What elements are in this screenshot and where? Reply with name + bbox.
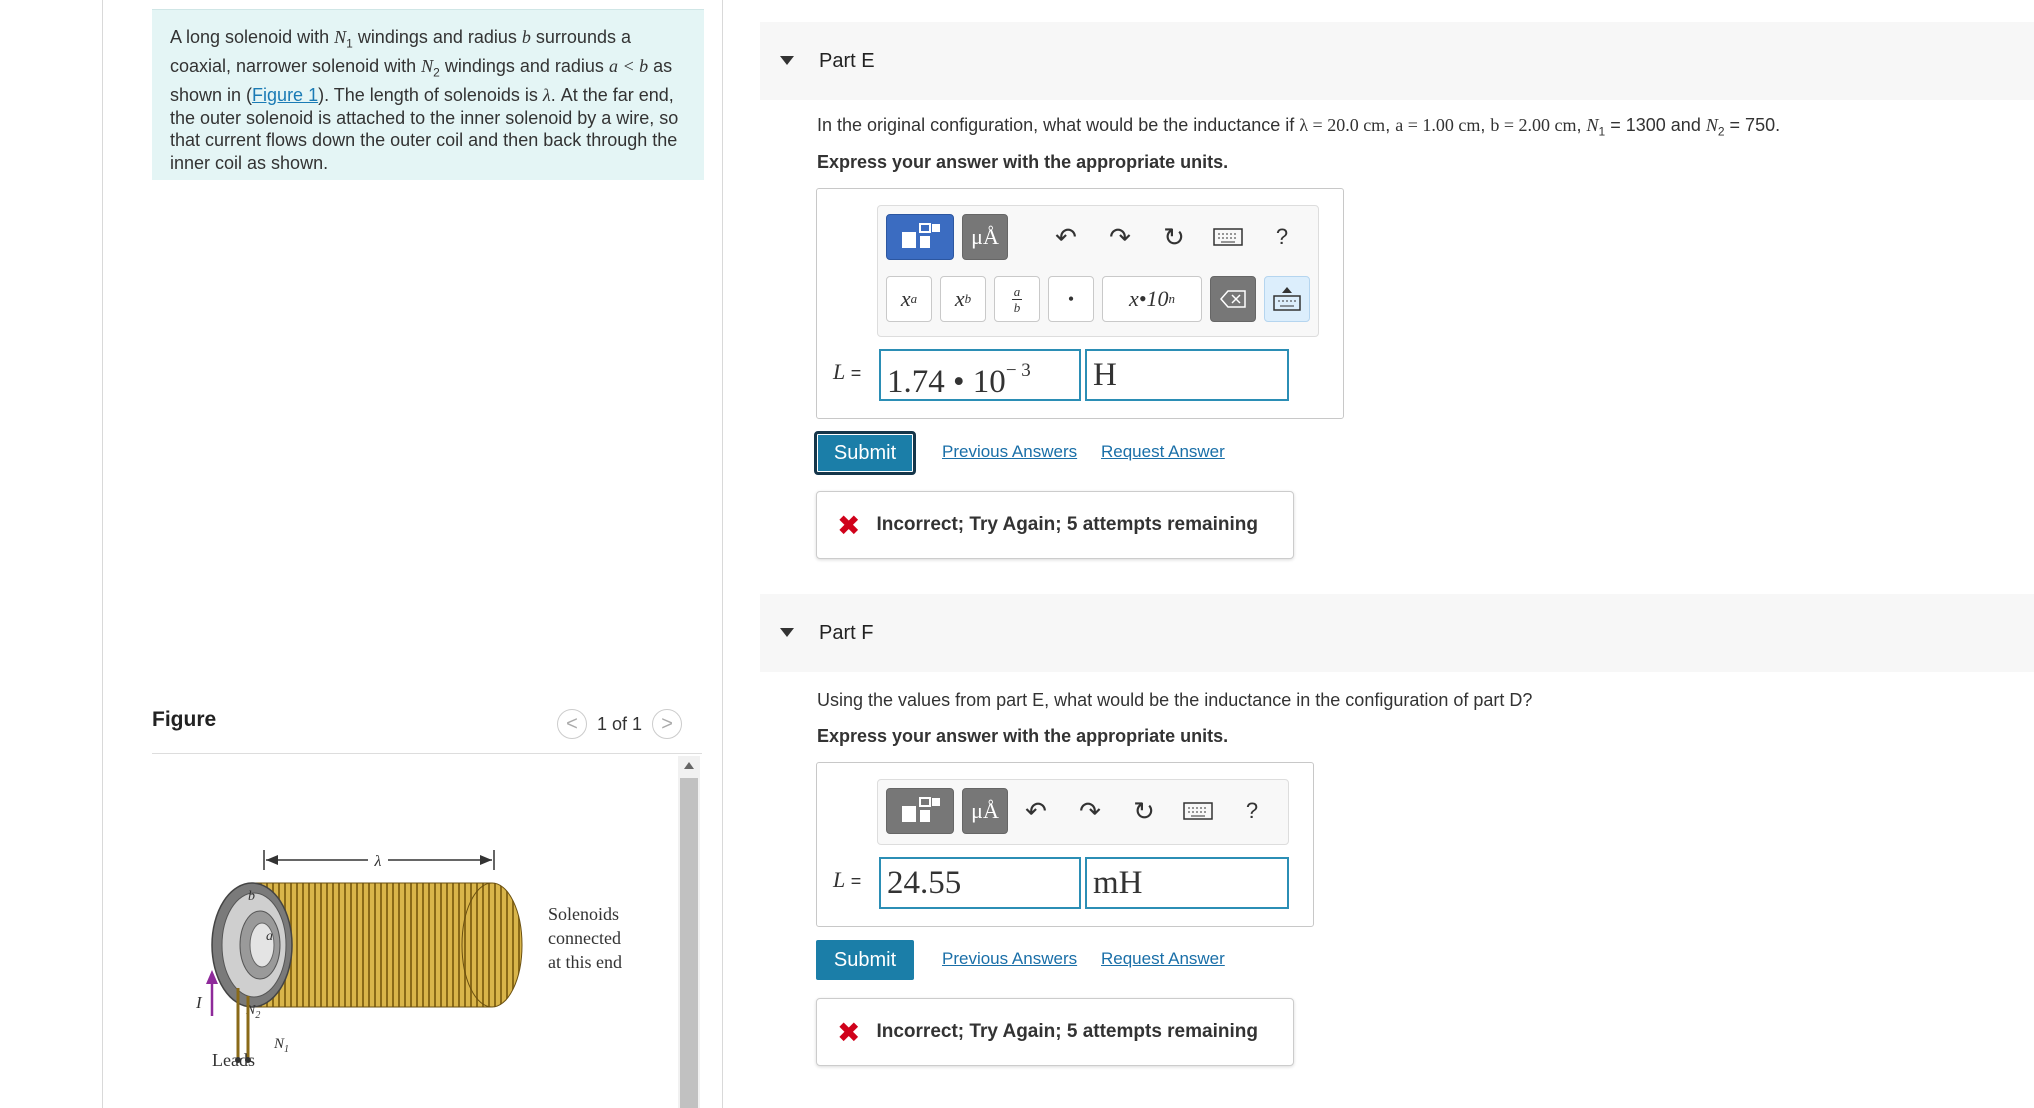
- chevron-right-icon: >: [661, 712, 673, 735]
- connected-label: connected: [548, 928, 621, 948]
- connected-label: at this end: [548, 952, 622, 972]
- coil-far-end: [462, 883, 522, 1007]
- reset-button[interactable]: [1124, 788, 1164, 834]
- scientific-notation-button[interactable]: [1102, 276, 1202, 322]
- help-icon: ?: [1275, 224, 1289, 249]
- part-e-header[interactable]: [760, 22, 2034, 100]
- intro-text: windings and radius: [439, 56, 609, 77]
- solenoid-figure: [182, 848, 672, 1068]
- fraction-denominator: b: [1013, 299, 1021, 315]
- figure-link[interactable]: Figure 1: [252, 85, 319, 106]
- equals-sign: =: [850, 363, 862, 383]
- n1-label: $N_1$: [274, 1036, 290, 1055]
- intro-text: surrounds a coaxial, narrower solenoid with: [170, 27, 631, 77]
- figure-page-count: 1 of 1: [597, 713, 643, 734]
- part-f-unit-input[interactable]: mH: [1085, 857, 1289, 909]
- figure-title: Figure: [152, 708, 217, 731]
- arrowhead-icon: [266, 855, 278, 865]
- math-toolbar: [877, 205, 1319, 337]
- lambda-label: λ: [374, 853, 382, 870]
- math-a-value: a = 1.00 cm: [1395, 115, 1481, 135]
- part-e-instruction: [817, 152, 1228, 173]
- template-grid-icon: [898, 796, 942, 826]
- reset-icon: ↻: [1133, 795, 1155, 826]
- template-grid-icon: [898, 222, 942, 252]
- redo-icon: ↷: [1109, 221, 1131, 252]
- subscript-icon: x: [954, 286, 965, 311]
- arrowhead-icon: [480, 855, 492, 865]
- part-f-submit-button[interactable]: Submit: [816, 940, 914, 980]
- current-label: I: [196, 993, 202, 1012]
- value-text: 1.74 • 10: [887, 364, 1006, 400]
- fraction-button[interactable]: [994, 276, 1040, 322]
- collapse-arrow-icon[interactable]: [780, 56, 794, 65]
- templates-button[interactable]: [886, 788, 954, 834]
- comma: ,: [1576, 115, 1587, 135]
- math-n2: N: [1705, 115, 1718, 135]
- units-button[interactable]: [962, 788, 1008, 834]
- math-b: b: [521, 27, 531, 47]
- n2-label: $N_2$: [246, 1003, 261, 1021]
- part-e-question: [817, 115, 1780, 139]
- math-n1-sub: 1: [1598, 124, 1606, 139]
- feedback-text: Incorrect; Try Again; 5 attempts remaining: [876, 1021, 1258, 1042]
- math-n2-sub: 2: [1717, 124, 1725, 139]
- keyboard-toggle-icon: [1272, 286, 1302, 312]
- backspace-icon: [1220, 290, 1246, 308]
- keyboard-icon: [1183, 802, 1213, 820]
- collapse-arrow-icon[interactable]: [780, 628, 794, 637]
- figure-pager: [557, 708, 682, 740]
- help-button[interactable]: [1262, 214, 1302, 260]
- math-toolbar: [877, 779, 1289, 845]
- fraction-numerator: a: [1013, 283, 1021, 299]
- part-f-previous-answers-link[interactable]: Previous Answers: [942, 949, 1078, 968]
- radius-b-label: b: [248, 889, 255, 904]
- subscript-button[interactable]: [940, 276, 986, 322]
- part-e-title: Part E: [819, 50, 875, 72]
- radius-a-label: a: [266, 929, 273, 944]
- keyboard-icon: [1213, 228, 1243, 246]
- error-x-icon: ✖: [837, 1015, 861, 1049]
- math-n1-value: = 1300: [1605, 115, 1666, 135]
- scroll-up-arrow-icon[interactable]: [684, 762, 694, 769]
- reset-button[interactable]: [1154, 214, 1194, 260]
- figure-scrollbar[interactable]: [678, 756, 700, 1108]
- figure-divider: [152, 753, 702, 754]
- math-n2-value: = 750.: [1724, 115, 1781, 135]
- scientific-notation-exp: n: [1168, 291, 1175, 306]
- math-n1-sub: 1: [346, 36, 353, 51]
- prev-figure-button[interactable]: [557, 709, 587, 739]
- scrollbar-thumb[interactable]: [680, 778, 698, 1108]
- dot-icon: •: [1067, 288, 1075, 309]
- units-icon: μÅ: [971, 224, 999, 249]
- math-n1: N: [334, 27, 347, 47]
- superscript-icon: x: [900, 286, 911, 311]
- undo-icon: ↶: [1055, 221, 1077, 252]
- math-b-value: b = 2.00 cm: [1490, 115, 1577, 135]
- math-lambda-value: λ = 20.0 cm: [1299, 115, 1386, 135]
- leads-label: Leads: [212, 1050, 255, 1068]
- math-lambda: λ: [542, 85, 551, 106]
- backspace-button[interactable]: [1210, 276, 1256, 322]
- question-text: In the original configuration, what would be the inductance if: [817, 115, 1300, 135]
- intro-text: ). The length of solenoids is: [318, 85, 543, 106]
- part-e-previous-answers-link[interactable]: Previous Answers: [942, 442, 1078, 461]
- undo-icon: ↶: [1025, 795, 1047, 826]
- subscript-icon-sub: b: [964, 291, 972, 306]
- help-icon: ?: [1245, 798, 1259, 823]
- left-border: [102, 0, 103, 1108]
- part-f-value-input[interactable]: 24.55: [879, 857, 1081, 909]
- instruction-text: Express your answer with the appropriate units.: [817, 152, 1229, 172]
- panel-divider: [722, 0, 723, 1108]
- inductance-label: L =: [833, 359, 862, 384]
- part-e-submit-button[interactable]: Submit: [816, 433, 914, 473]
- keyboard-button[interactable]: [1178, 788, 1218, 834]
- part-f-title: Part F: [819, 622, 874, 644]
- dot-button[interactable]: [1048, 276, 1094, 322]
- intro-text: . At the far end, the outer solenoid is attached to the inner solenoid by a wire, so that current flows down the outer coil and then back through the inner coil as shown.: [170, 85, 679, 173]
- undo-button[interactable]: [1046, 214, 1086, 260]
- math-a-lt-b: a < b: [608, 56, 649, 77]
- intro-text: as shown in (: [170, 56, 673, 106]
- part-e-request-answer-link[interactable]: Request Answer: [1101, 442, 1225, 461]
- redo-icon: ↷: [1079, 795, 1101, 826]
- instruction-text: Express your answer with the appropriate units.: [817, 726, 1229, 746]
- part-e-value-input[interactable]: [879, 349, 1081, 401]
- part-e-feedback: [816, 491, 1294, 559]
- math-n2: N: [421, 56, 434, 77]
- keyboard-button[interactable]: [1208, 214, 1248, 260]
- redo-button[interactable]: [1070, 788, 1110, 834]
- part-f-instruction: [817, 726, 1228, 747]
- part-e-unit-input[interactable]: H: [1085, 349, 1289, 401]
- part-f-answer-box: [816, 762, 1314, 927]
- part-f-feedback: [816, 998, 1294, 1066]
- scientific-notation-icon: x•10: [1129, 286, 1169, 311]
- intro-text: windings and radius: [352, 27, 522, 47]
- help-button[interactable]: [1232, 788, 1272, 834]
- error-x-icon: ✖: [837, 508, 861, 542]
- next-figure-button[interactable]: [652, 709, 682, 739]
- question-text: and: [1665, 115, 1706, 135]
- templates-button[interactable]: [886, 214, 954, 260]
- keyboard-toggle-button[interactable]: [1264, 276, 1310, 322]
- superscript-button[interactable]: [886, 276, 932, 322]
- reset-icon: ↻: [1163, 221, 1185, 252]
- superscript-icon-exp: a: [910, 291, 918, 306]
- part-f-header[interactable]: [760, 594, 2034, 672]
- undo-button[interactable]: [1016, 788, 1056, 834]
- comma: ,: [1480, 115, 1491, 135]
- comma: ,: [1385, 115, 1396, 135]
- equals-sign: =: [850, 871, 862, 891]
- part-f-request-answer-link[interactable]: Request Answer: [1101, 949, 1225, 968]
- problem-intro: [152, 9, 704, 180]
- math-n2-sub: 2: [433, 65, 440, 80]
- redo-button[interactable]: [1100, 214, 1140, 260]
- units-icon: μÅ: [971, 798, 999, 823]
- units-button[interactable]: [962, 214, 1008, 260]
- part-f-question: Using the values from part E, what would be the inductance in the configuration of part D?: [817, 690, 1533, 710]
- value-exponent: − 3: [1005, 360, 1031, 381]
- part-e-answer-box: [816, 188, 1344, 419]
- connected-label: Solenoids: [548, 904, 620, 924]
- inductance-label: L =: [833, 867, 862, 892]
- feedback-text: Incorrect; Try Again; 5 attempts remaining: [876, 514, 1258, 535]
- intro-text: A long solenoid with: [170, 27, 335, 47]
- math-n1: N: [1586, 115, 1599, 135]
- chevron-left-icon: <: [566, 712, 578, 735]
